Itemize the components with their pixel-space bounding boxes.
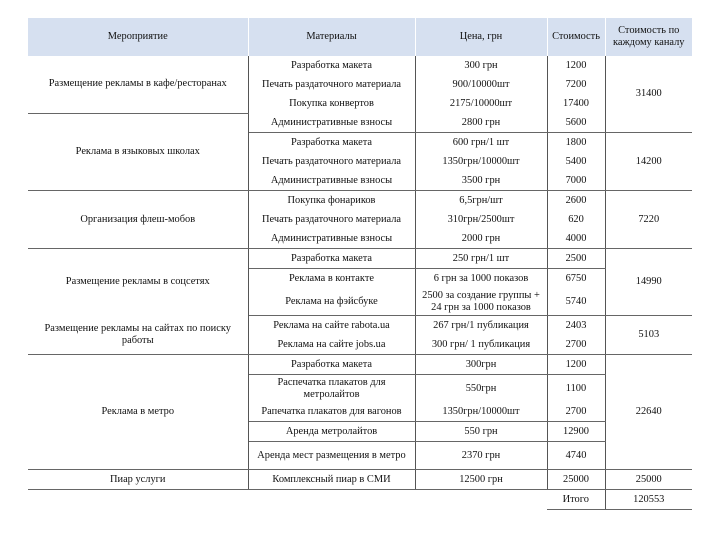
table-row — [28, 355, 692, 375]
price-cell: 550грн — [415, 375, 547, 403]
channel-total-cell: 7220 — [605, 191, 692, 249]
material-cell: Административные взносы — [248, 171, 415, 191]
cost-cell: 7000 — [547, 171, 605, 191]
material-cell: Реклама на сайте jobs.ua — [248, 335, 415, 355]
material-cell: Печать раздаточного материала — [248, 210, 415, 229]
channel-total-cell: 14200 — [605, 133, 692, 191]
price-cell: 267 грн/1 публикация — [415, 316, 547, 336]
material-cell: Печать раздаточного материала — [248, 75, 415, 94]
empty-cell — [28, 490, 248, 510]
cost-cell: 17400 — [547, 94, 605, 113]
material-cell: Административные взносы — [248, 113, 415, 133]
cost-cell: 2500 — [547, 249, 605, 269]
material-cell: Покупка фонариков — [248, 191, 415, 211]
table-row — [28, 470, 692, 490]
total-label: Итого — [547, 490, 605, 510]
cost-cell: 2700 — [547, 335, 605, 355]
header-materials: Материалы — [248, 18, 415, 56]
activity-cell: Реклама в языковых школах — [28, 113, 248, 191]
price-cell: 2370 грн — [415, 442, 547, 470]
cost-cell: 5600 — [547, 113, 605, 133]
cost-cell: 4740 — [547, 442, 605, 470]
table-row — [28, 249, 692, 269]
header-channel-total: Стоимость по каждому каналу — [605, 18, 692, 56]
price-cell: 2000 грн — [415, 229, 547, 249]
header-row — [28, 18, 692, 56]
cost-cell: 1800 — [547, 133, 605, 153]
material-cell: Разработка макета — [248, 133, 415, 153]
price-cell: 6 грн за 1000 показов — [415, 269, 547, 289]
cost-cell: 2403 — [547, 316, 605, 336]
price-cell: 600 грн/1 шт — [415, 133, 547, 153]
price-cell: 250 грн/1 шт — [415, 249, 547, 269]
cost-cell: 1200 — [547, 355, 605, 375]
channel-total-cell: 22640 — [605, 355, 692, 470]
cost-cell: 1200 — [547, 56, 605, 75]
total-value: 120553 — [605, 490, 692, 510]
cost-cell: 2600 — [547, 191, 605, 211]
price-cell: 900/10000шт — [415, 75, 547, 94]
cost-cell: 620 — [547, 210, 605, 229]
material-cell: Комплексный пиар в СМИ — [248, 470, 415, 490]
empty-cell — [415, 490, 547, 510]
price-cell: 300 грн — [415, 56, 547, 75]
price-cell: 6,5грн/шт — [415, 191, 547, 211]
channel-total-cell: 31400 — [605, 56, 692, 133]
channel-total-cell: 14990 — [605, 249, 692, 316]
activity-cell: Пиар услуги — [28, 470, 248, 490]
price-cell: 3500 грн — [415, 171, 547, 191]
header-activity: Мероприятие — [28, 18, 248, 56]
table-row — [28, 56, 692, 75]
cost-cell: 1100 — [547, 375, 605, 403]
activity-cell: Размещение рекламы на сайтах по поиску работы — [28, 316, 248, 355]
activity-cell: Размещение рекламы в кафе/ресторанах — [28, 56, 248, 113]
cost-cell: 5400 — [547, 152, 605, 171]
budget-table — [28, 18, 692, 510]
activity-cell: Размещение рекламы в соцсетях — [28, 249, 248, 316]
cost-cell: 12900 — [547, 422, 605, 442]
table-row — [28, 191, 692, 211]
material-cell: Распечатка плакатов для метролайтов — [248, 375, 415, 403]
cost-cell: 4000 — [547, 229, 605, 249]
price-cell: 2175/10000шт — [415, 94, 547, 113]
channel-total-cell: 5103 — [605, 316, 692, 355]
material-cell: Реклама на сайте rabota.ua — [248, 316, 415, 336]
price-cell: 1350грн/10000шт — [415, 402, 547, 422]
channel-total-cell: 25000 — [605, 470, 692, 490]
material-cell: Рапечатка плакатов для вагонов — [248, 402, 415, 422]
cost-cell: 5740 — [547, 288, 605, 316]
price-cell: 12500 грн — [415, 470, 547, 490]
header-price: Цена, грн — [415, 18, 547, 56]
empty-cell — [248, 490, 415, 510]
material-cell: Административные взносы — [248, 229, 415, 249]
table-row — [28, 113, 692, 133]
price-cell: 310грн/2500шт — [415, 210, 547, 229]
price-cell: 300 грн/ 1 публикация — [415, 335, 547, 355]
material-cell: Разработка макета — [248, 355, 415, 375]
material-cell: Реклама на фэйсбуке — [248, 288, 415, 316]
price-cell: 2500 за создание группы + 24 грн за 1000 показов — [415, 288, 547, 316]
material-cell: Разработка макета — [248, 249, 415, 269]
cost-cell: 2700 — [547, 402, 605, 422]
header-cost: Стоимость — [547, 18, 605, 56]
price-cell: 1350грн/10000шт — [415, 152, 547, 171]
material-cell: Покупка конвертов — [248, 94, 415, 113]
cost-cell: 25000 — [547, 470, 605, 490]
activity-cell: Реклама в метро — [28, 355, 248, 470]
total-row — [28, 490, 692, 510]
cost-cell: 7200 — [547, 75, 605, 94]
material-cell: Аренда мест размещения в метро — [248, 442, 415, 470]
material-cell: Реклама в контакте — [248, 269, 415, 289]
material-cell: Печать раздаточного материала — [248, 152, 415, 171]
price-cell: 300грн — [415, 355, 547, 375]
material-cell: Аренда метролайтов — [248, 422, 415, 442]
material-cell: Разработка макета — [248, 56, 415, 75]
table-row — [28, 316, 692, 336]
price-cell: 2800 грн — [415, 113, 547, 133]
activity-cell: Организация флеш-мобов — [28, 191, 248, 249]
cost-cell: 6750 — [547, 269, 605, 289]
price-cell: 550 грн — [415, 422, 547, 442]
